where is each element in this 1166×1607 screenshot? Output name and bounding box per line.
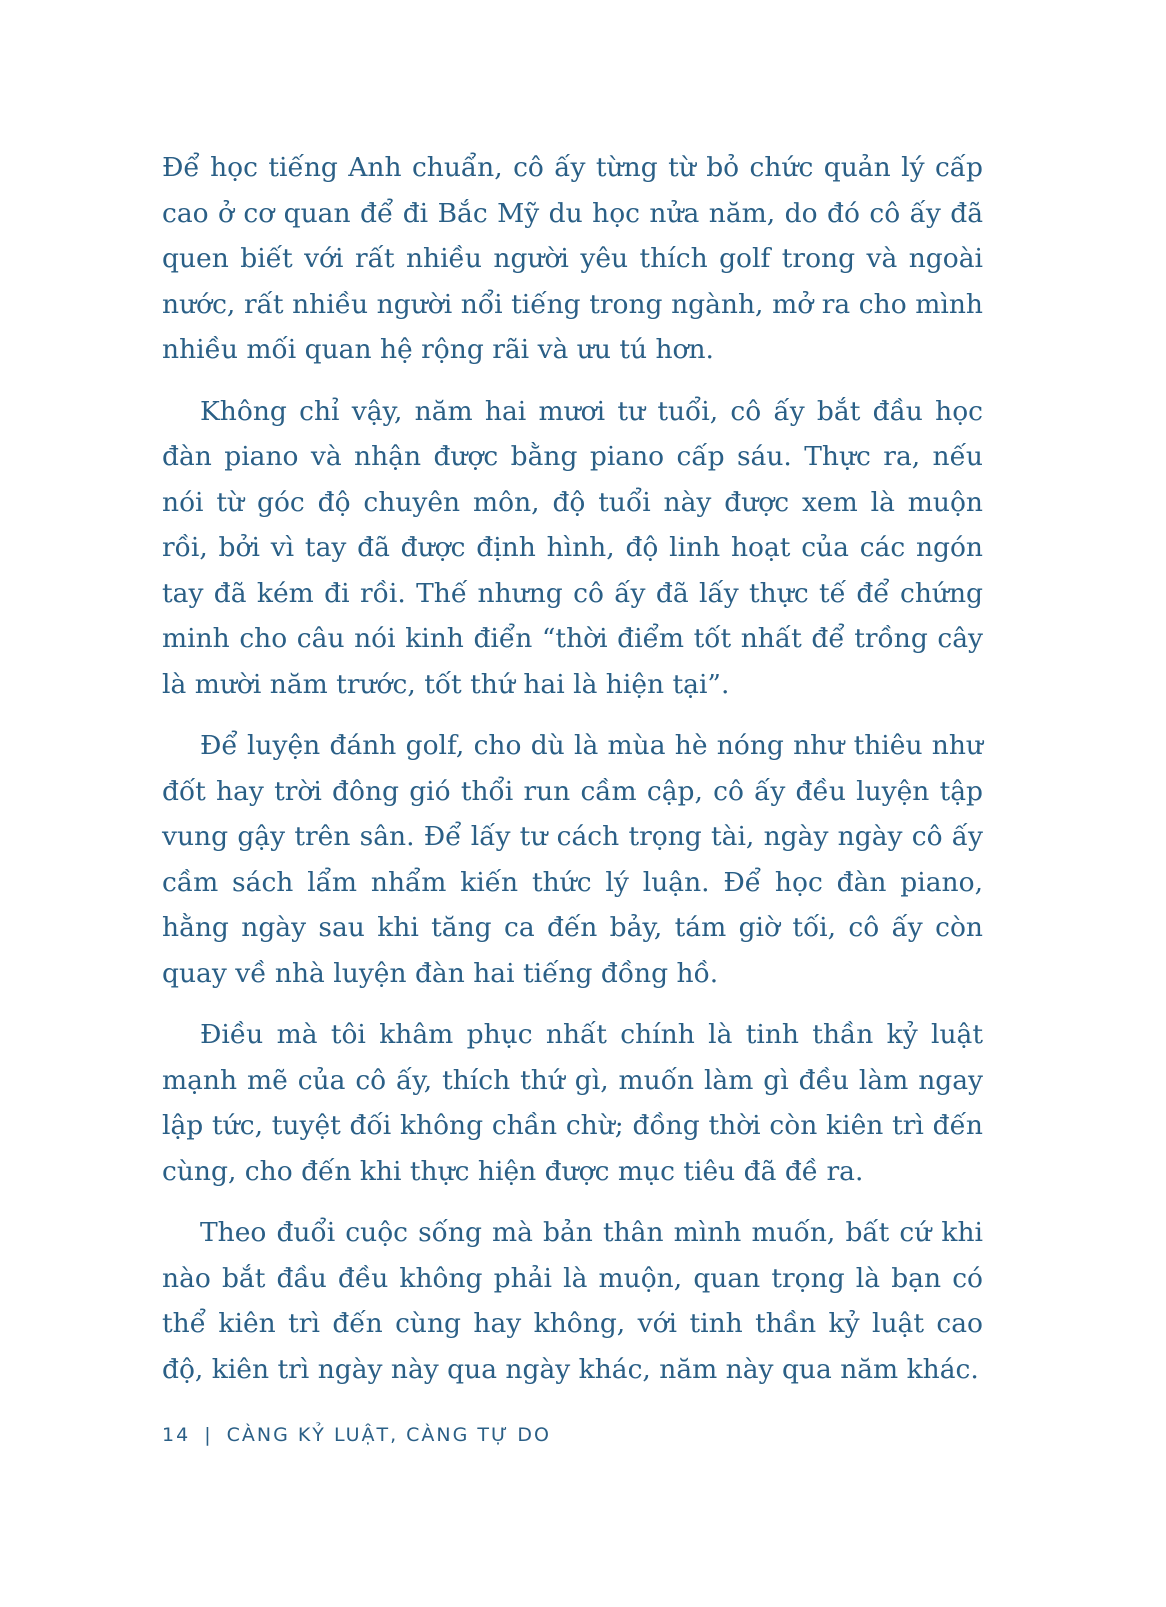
footer-separator: |	[204, 1424, 213, 1446]
paragraph-3: Để luyện đánh golf, cho dù là mùa hè nóng như thiêu như đốt hay trời đông gió thổi run cầm cập, cô ấy đều luyện tập vung gậy trên sân. Để lấy tư cách trọng tài, ngày ngày cô ấy cầm sách lẩm nhẩm kiến thức lý luận. Để học đàn piano, hằng ngày sau khi tăng ca đến bảy, tám giờ tối, cô ấy còn quay về nhà luyện đàn hai tiếng đồng hồ.	[162, 730, 983, 989]
page-body	[162, 145, 983, 1408]
paragraph-5: Theo đuổi cuộc sống mà bản thân mình muốn, bất cứ khi nào bắt đầu đều không phải là muộn, quan trọng là bạn có thể kiên trì đến cùng hay không, với tinh thần kỷ luật cao độ, kiên trì ngày này qua ngày khác, năm này qua năm khác.	[162, 1217, 983, 1385]
running-title: CÀNG KỶ LUẬT, CÀNG TỰ DO	[226, 1424, 551, 1446]
page-footer	[162, 1420, 551, 1450]
paragraph-1: Để học tiếng Anh chuẩn, cô ấy từng từ bỏ chức quản lý cấp cao ở cơ quan để đi Bắc Mỹ du học nửa năm, do đó cô ấy đã quen biết với rất nhiều người yêu thích golf trong và ngoài nước, rất nhiều người nổi tiếng trong ngành, mở ra cho mình nhiều mối quan hệ rộng rãi và ưu tú hơn.	[162, 152, 983, 365]
paragraph-2: Không chỉ vậy, năm hai mươi tư tuổi, cô ấy bắt đầu học đàn piano và nhận được bằng piano cấp sáu. Thực ra, nếu nói từ góc độ chuyên môn, độ tuổi này được xem là muộn rồi, bởi vì tay đã được định hình, độ linh hoạt của các ngón tay đã kém đi rồi. Thế nhưng cô ấy đã lấy thực tế để chứng minh cho câu nói kinh điển “thời điểm tốt nhất để trồng cây là mười năm trước, tốt thứ hai là hiện tại”.	[162, 395, 983, 700]
page-number: 14	[162, 1424, 191, 1446]
paragraph-4: Điều mà tôi khâm phục nhất chính là tinh thần kỷ luật mạnh mẽ của cô ấy, thích thứ gì, muốn làm gì đều làm ngay lập tức, tuyệt đối không chần chừ; đồng thời còn kiên trì đến cùng, cho đến khi thực hiện được mục tiêu đã đề ra.	[162, 1019, 983, 1187]
